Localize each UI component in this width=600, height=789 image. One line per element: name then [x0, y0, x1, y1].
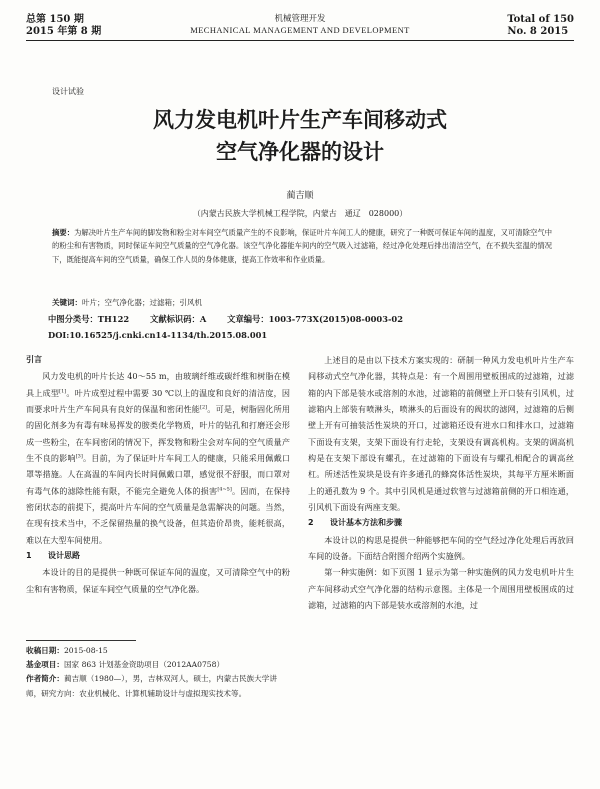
- journal-title-en: MECHANICAL MANAGEMENT AND DEVELOPMENT: [190, 25, 410, 35]
- citation-ref: [1]: [59, 388, 67, 394]
- keywords: [52, 297, 552, 308]
- keywords-text: 叶片；空气净化器；过滤箱；引风机: [82, 298, 202, 307]
- author-bio: 作者简介：蔺吉顺（1980—），男，吉林双河人，硕士，内蒙古民族大学讲师，研究方向：农业机械化、计算机辅助设计与虚拟现实技术等。: [26, 674, 277, 698]
- design-scheme-paragraph: 上述目的是由以下技术方案实现的：研制一种风力发电机叶片生产车间移动式空气净化器，其特点是：有一个周围用壁板围成的过滤箱，过滤箱的内下部是装水或溶剂的水池，过滤箱的前侧壁上开口装有引风机，过滤箱内上部装有喷淋头，喷淋头的后面设有的阀状的滤网，过滤箱的后侧壁上开有可抽装活性炭块的开口，过滤箱还设有进水口和排水口，过滤箱下面设有支架，支架下面设有行走轮，支架设有调高机构。支架的调高机构是在支架下部设有螺孔，在过滤箱的下面设有与螺孔相配合的调高丝杠。所述活性炭块是设有许多通孔的蜂窝体活性炭块，其每平方厘米断面上的通孔数为 9 个。其中引风机是通过软管与过滤箱前侧的开口相连通，引风机下面设有两座支架。: [308, 355, 574, 513]
- citation-ref: [4~5]: [217, 486, 232, 493]
- author-name: 蔺吉顺: [286, 191, 314, 201]
- footnote-divider: [26, 640, 136, 641]
- section1-paragraph: 本设计的目的是提供一种既可保证车间的温度，又可清除空气中的粉尘和有害物质，保证车间空气质量的空气净化器。: [26, 567, 290, 594]
- issue-no-en: No. 8 2015: [507, 26, 569, 37]
- issue-year-cn: 2015 年第 8 期: [26, 26, 102, 37]
- article-number: 文章编号：1003-773X(2015)08-0003-02: [227, 314, 403, 324]
- abstract-text: 为解决叶片生产车间的脚发物和粉尘对车间空气质量产生的不良影响，保证叶片车间工人的健康，研究了一种既可保证车间的温度，又可清除空气中的粉尘和有害物质，同时保证车间空气质量的空气净化器。该空气净化器能车间内的空气吸入过滤箱，经过净化处理后排出清洁空气，在不损失室温的情况下，既能提高车间的空气质量，确保工作人员的身体健康，提高工作效率和作业质量。: [52, 228, 552, 264]
- classification-line: [48, 313, 421, 325]
- section2-heading: 2 设计基本方法和步骤: [308, 518, 402, 528]
- section2-paragraph1: 本设计以的构思是提供一种能够把车间的空气经过净化处理后再放回车间的设备。下面结合附图介绍两个实施例。: [308, 534, 574, 562]
- body-column-left: [26, 352, 290, 597]
- abstract: [52, 226, 552, 266]
- column-tag: 设计试验: [52, 87, 84, 96]
- document-code: 文献标识码：A: [150, 314, 207, 324]
- section1-heading: 1 设计思路: [26, 551, 80, 561]
- fund-project: 基金项目：国家 863 计划基金资助项目（2012AA0758）: [26, 660, 225, 670]
- footnote: [26, 644, 290, 701]
- keywords-label: 关键词：: [52, 298, 82, 307]
- issue-info-left: [26, 14, 101, 38]
- clc-number: 中图分类号：TH122: [48, 314, 130, 324]
- author-affiliation: （内蒙古民族大学机械工程学院，内蒙古 通辽 028000）: [192, 209, 408, 218]
- issue-info-right: [507, 14, 574, 38]
- journal-title: [130, 14, 470, 36]
- issue-total-cn: 总第 150 期: [26, 14, 84, 25]
- article-title-line1: 风力发电机叶片生产车间移动式: [153, 108, 447, 132]
- doi: DOI:10.16525/j.cnki.cn14-1134/th.2015.08.001: [48, 330, 268, 340]
- journal-title-cn: 机械管理开发: [274, 14, 326, 24]
- intro-paragraph: 风力发电机的叶片长达 40～55 m，由玻璃纤维或碳纤维和树脂在模具上成型[1]。叶片成型过程中需要 30 ℃以上的温度和良好的清洁度，因而要求叶片生产车间具有良好的保温和密闭性能[2]。可是，树脂固化所用的固化剂多为有毒有味易挥发的胺类化学物质，叶片的钻孔和打磨还会形成一些粉尘，在车间密闭的情况下，挥发物和粉尘会对车间的空气质量产生不良的影响[3]。目前，为了保证叶片车间工人的健康，只能采用佩戴口罩等措施。人在高温的车间内长时间佩戴口罩，感觉很不舒服，而口罩对有毒气体的滤除性能有限，不能完全避免人体的损害[4~5]。因而，在保持密闭状态的前提下，提高叶片车间的空气质量是急需解决的问题。当然，在现有技术当中，不乏保留热量的换气设备，但其造价昂贵，能耗很高，难以在大型车间使用。: [26, 371, 290, 545]
- issue-total-en: Total of 150: [507, 14, 574, 25]
- received-date: 收稿日期：2015-08-15: [26, 646, 108, 655]
- intro-heading: 引言: [26, 355, 42, 364]
- citation-ref: [2]: [200, 404, 208, 411]
- abstract-label: 摘要：: [52, 228, 75, 237]
- header-divider: [26, 40, 574, 41]
- article-title-line2: 空气净化器的设计: [216, 140, 384, 164]
- section2-paragraph2: 第一种实施例：如下页图 1 显示为第一种实施例的风力发电机叶片生产车间移动式空气净化器的结构示意图。主体是一个周围用壁板围成的过滤箱，过滤箱的内下部是装水或溶剂的水池，过: [308, 567, 574, 611]
- body-column-right: [308, 352, 574, 614]
- citation-ref: [3]: [75, 453, 83, 460]
